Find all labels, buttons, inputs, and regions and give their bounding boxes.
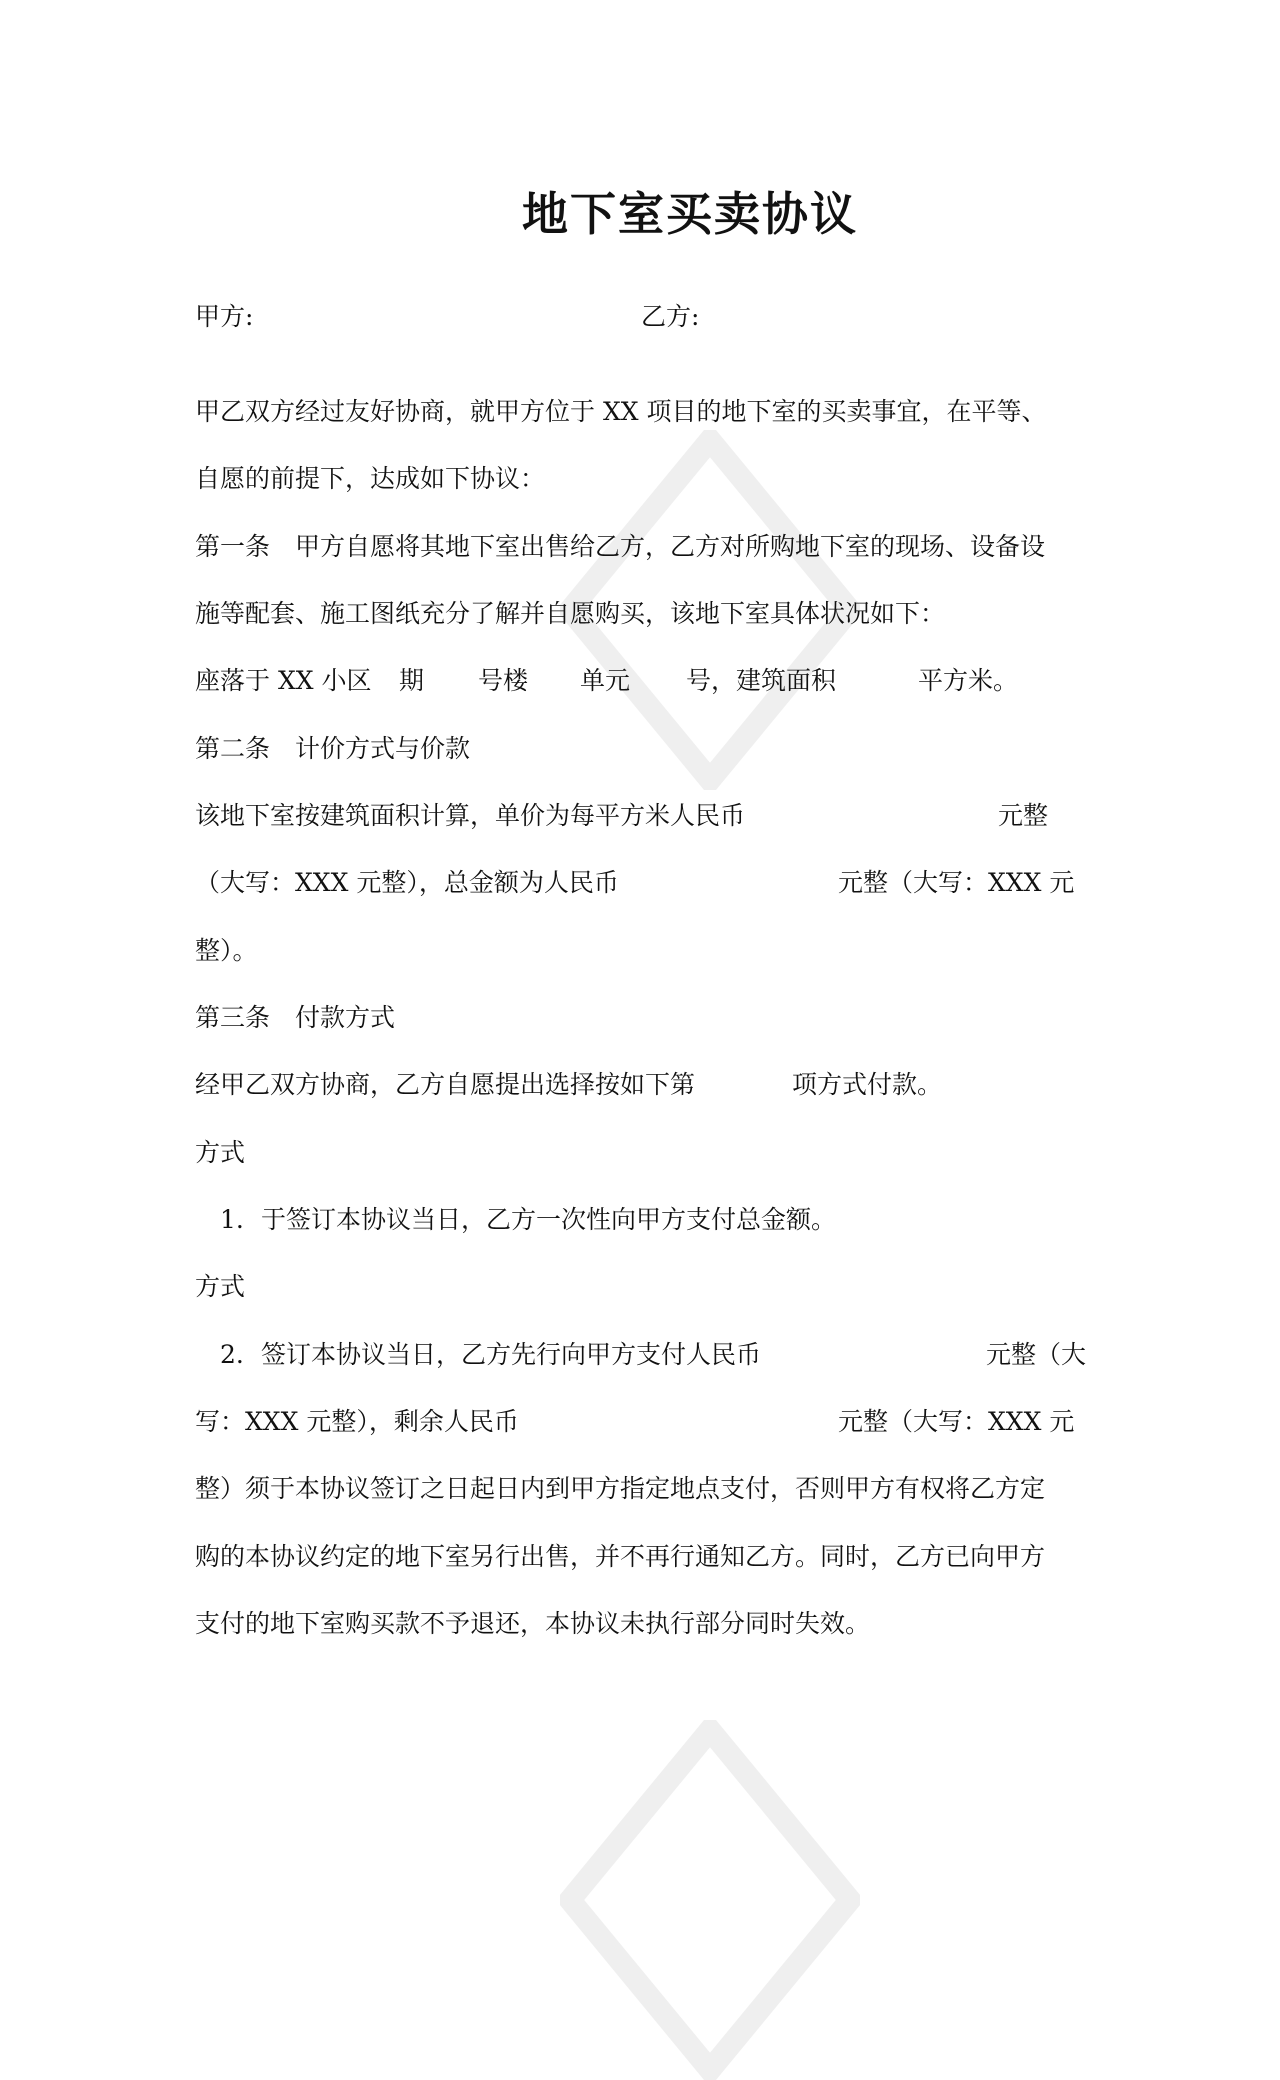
text: 元整（大写：XXX 元	[838, 868, 1075, 897]
article2-heading	[0, 729, 1280, 769]
text: 号，建筑面积	[686, 666, 837, 695]
text: 整）须于本协议签订之日起日内到甲方指定地点支付，否则甲方有权将乙方定	[195, 1474, 1046, 1503]
item2-cont-2	[0, 1469, 1280, 1509]
item2-cont-4	[0, 1604, 1280, 1644]
text: 整）。	[195, 936, 258, 965]
text: 施等配套、施工图纸充分了解并自愿购买，该地下室具体状况如下：	[195, 599, 946, 628]
article2-line-1	[0, 796, 1280, 836]
party-b-label: 乙方:	[641, 302, 700, 331]
text: 经甲乙双方协商，乙方自愿提出选择按如下第	[195, 1070, 696, 1099]
text: 方式	[195, 1138, 246, 1167]
text: 签订本协议当日，乙方先行向甲方支付人民币	[261, 1340, 762, 1369]
text: 自愿的前提下，达成如下协议：	[195, 464, 546, 493]
text: 单元	[580, 666, 631, 695]
list-item-2	[0, 1335, 1280, 1375]
text: 第二条 计价方式与价款	[195, 734, 471, 763]
article3-line-1	[0, 1065, 1280, 1105]
text: 元整（大	[986, 1340, 1087, 1369]
text: 甲乙双方经过友好协商，就甲方位于 XX 项目的地下室的买卖事宜，在平等、	[195, 397, 1047, 426]
text: 期	[399, 666, 425, 695]
text: 元整	[998, 801, 1049, 830]
document-title: 地下室买卖协议	[522, 187, 858, 241]
article1-line-2	[0, 594, 1280, 634]
article2-line-2	[0, 863, 1280, 903]
text: 该地下室按建筑面积计算，单价为每平方米人民币	[195, 801, 746, 830]
article1-line-1	[0, 527, 1280, 567]
item2-cont-1	[0, 1402, 1280, 1442]
intro-line-2	[0, 459, 1280, 499]
text: 方式	[195, 1272, 246, 1301]
location-line	[0, 661, 1280, 701]
item2-cont-3	[0, 1537, 1280, 1577]
text: 号楼	[478, 666, 529, 695]
method-label-1	[0, 1133, 1280, 1173]
parties-line	[0, 297, 1280, 337]
text: 第一条 甲方自愿将其地下室出售给乙方，乙方对所购地下室的现场、设备设	[195, 532, 1046, 561]
text: （大写：XXX 元整），总金额为人民币	[195, 868, 619, 897]
text: 座落于 XX 小区	[195, 666, 372, 695]
text: 于签订本协议当日，乙方一次性向甲方支付总金额。	[261, 1205, 837, 1234]
watermark-icon	[560, 1720, 860, 2080]
text: 购的本协议约定的地下室另行出售，并不再行通知乙方。同时，乙方已向甲方	[195, 1542, 1046, 1571]
article2-line-3	[0, 931, 1280, 971]
list-number: 1.	[220, 1205, 244, 1234]
article3-heading	[0, 998, 1280, 1038]
text: 第三条 付款方式	[195, 1003, 396, 1032]
method-label-2	[0, 1267, 1280, 1307]
text: 写：XXX 元整），剩余人民币	[195, 1407, 519, 1436]
list-number: 2.	[220, 1340, 244, 1369]
intro-line-1	[0, 392, 1280, 432]
list-item-1	[0, 1200, 1280, 1240]
party-a-label: 甲方:	[195, 302, 254, 331]
text: 项方式付款。	[792, 1070, 943, 1099]
text: 元整（大写：XXX 元	[838, 1407, 1075, 1436]
text: 支付的地下室购买款不予退还，本协议未执行部分同时失效。	[195, 1609, 871, 1638]
text: 平方米。	[918, 666, 1019, 695]
